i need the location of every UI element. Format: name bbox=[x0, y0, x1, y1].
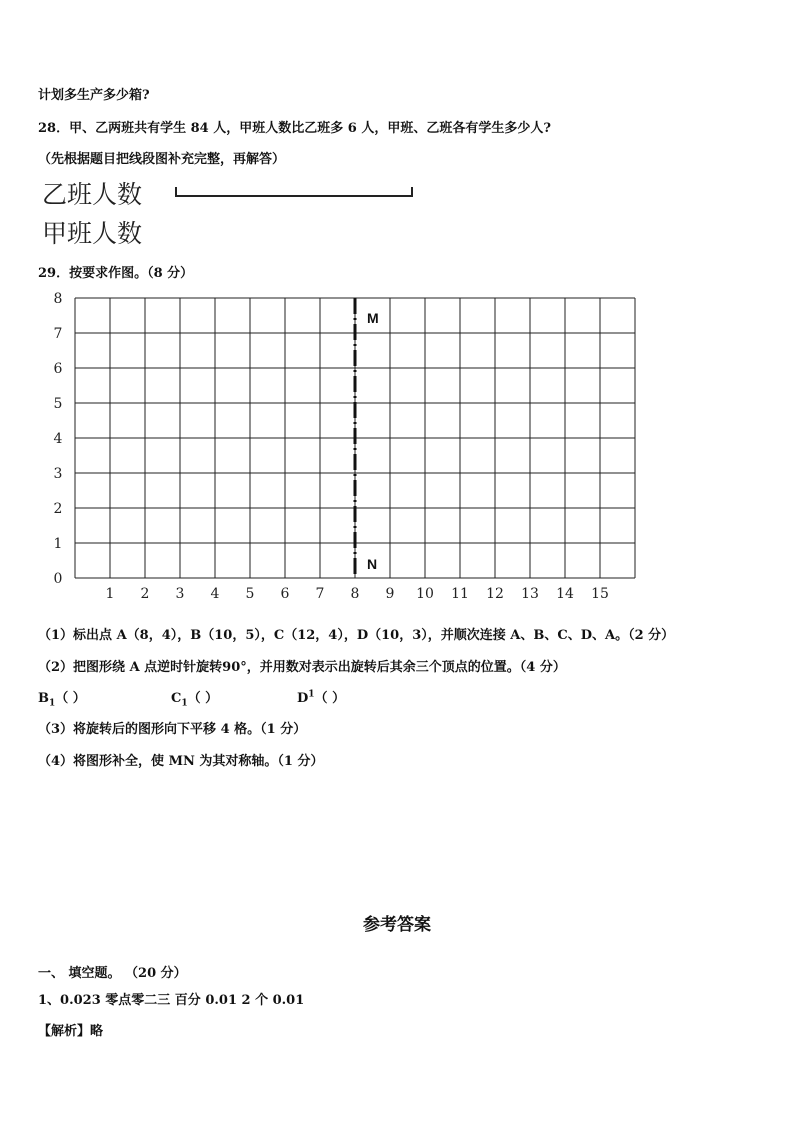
answer-title: 参考答案 bbox=[363, 915, 431, 935]
y-tick-label: 5 bbox=[53, 396, 63, 412]
segment-label-jia: 甲班人数 bbox=[42, 219, 143, 248]
x-tick-label: 2 bbox=[140, 586, 150, 602]
question-28-note: （先根据题目把线段图补充完整，再解答） bbox=[38, 152, 286, 167]
y-tick-label: 6 bbox=[53, 361, 63, 377]
coord-d1: $D^1$（ ） bbox=[297, 689, 346, 706]
axis-label-m: M bbox=[367, 310, 379, 326]
x-tick-label: 1 bbox=[105, 586, 115, 602]
x-tick-label: 9 bbox=[385, 586, 395, 602]
y-tick-label: 0 bbox=[53, 571, 63, 587]
x-tick-label: 8 bbox=[350, 586, 360, 602]
x-tick-label: 13 bbox=[521, 586, 539, 602]
x-tick-label: 12 bbox=[486, 586, 504, 602]
answer-1: 1、0.023 零点零二三 百分 0.01 2 个 0.01 bbox=[38, 993, 305, 1008]
x-tick-label: 4 bbox=[210, 586, 220, 602]
sub-question-2: （2）把图形绕 A 点逆时针旋转90°，并用数对表示出旋转后其余三个顶点的位置。（4 分） bbox=[38, 660, 566, 675]
y-tick-label: 2 bbox=[53, 501, 63, 517]
section-1-heading: 一、 填空题。 （20 分） bbox=[38, 966, 187, 981]
sub-question-4: （4）将图形补全，使 MN 为其对称轴。（1 分） bbox=[38, 754, 324, 769]
coordinate-grid bbox=[40, 290, 650, 610]
x-tick-label: 7 bbox=[315, 586, 325, 602]
question-27-tail: 计划多生产多少箱? bbox=[38, 88, 150, 103]
sub-question-3: （3）将旋转后的图形向下平移 4 格。（1 分） bbox=[38, 722, 307, 737]
question-28: 28．甲、乙两班共有学生 84 人，甲班人数比乙班多 6 人，甲班、乙班各有学生多少人? bbox=[38, 121, 551, 136]
x-tick-label: 6 bbox=[280, 586, 290, 602]
coord-b1: $B_1$（ ） bbox=[38, 691, 86, 709]
y-tick-label: 3 bbox=[53, 466, 63, 482]
coord-c1: $C_1$（ ） bbox=[171, 691, 219, 709]
x-tick-label: 15 bbox=[591, 586, 609, 602]
question-29: 29．按要求作图。（8 分） bbox=[38, 266, 194, 281]
axis-label-n: N bbox=[367, 556, 378, 572]
x-tick-label: 3 bbox=[175, 586, 185, 602]
y-tick-label: 7 bbox=[53, 326, 63, 342]
sub-question-1: （1）标出点 A（8，4），B（10，5），C（12，4），D（10，3），并顺次连接 A、B、C、D、A。（2 分） bbox=[38, 628, 675, 643]
segment-label-yi: 乙班人数 bbox=[42, 180, 143, 209]
y-tick-label: 4 bbox=[53, 431, 63, 447]
x-tick-label: 10 bbox=[416, 586, 434, 602]
x-tick-label: 11 bbox=[451, 586, 469, 602]
x-tick-label: 5 bbox=[245, 586, 255, 602]
x-tick-label: 14 bbox=[556, 586, 574, 602]
y-tick-label: 1 bbox=[53, 536, 63, 552]
line-segment-yi bbox=[175, 187, 413, 197]
y-tick-label: 8 bbox=[53, 291, 63, 307]
answer-analysis: 【解析】略 bbox=[38, 1024, 104, 1039]
